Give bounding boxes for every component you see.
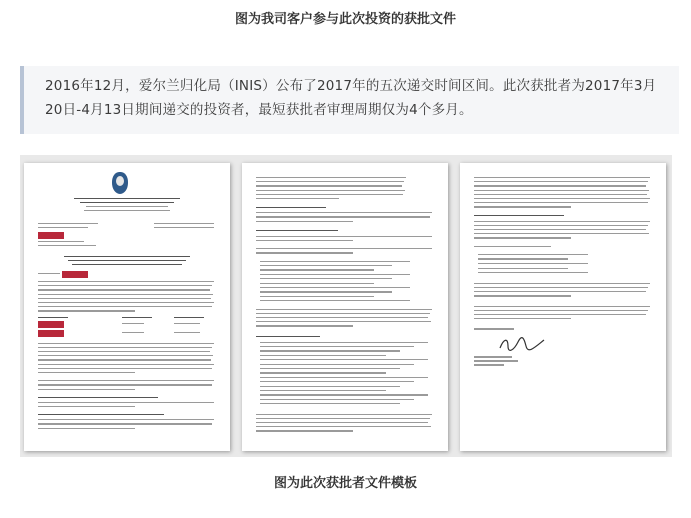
document-text-line [38,359,211,360]
document-text-line [260,390,386,391]
document-text-line [174,317,204,318]
document-text-line [38,355,213,356]
document-text-line [260,403,400,404]
document-text-line [256,236,432,237]
document-text-line [256,177,406,178]
document-text-line [256,313,430,314]
document-text-line [478,268,568,269]
document-text-line [260,265,392,266]
top-caption: 图为我司客户参与此次投资的获批文件 [234,12,456,27]
document-text-line [72,264,182,265]
document-text-line [256,418,430,419]
document-text-line [256,212,432,213]
document-text-line [474,185,646,186]
document-text-line [256,221,353,222]
document-text-line [38,223,98,224]
document-text-line [260,278,392,279]
document-text-line [478,263,588,264]
government-logo-icon [112,172,128,194]
document-text-line [38,406,135,407]
quote-text: 2016年12月，爱尔兰归化局（INIS）公布了2017年的五次递交时间区间。此次获批者为2017年3月20日-4月13日期间递交的投资者，最短获批者审理周期仅为4个多月。 [45,78,657,118]
document-text-line [38,343,214,344]
document-text-line [38,310,135,311]
document-text-line [122,323,144,324]
document-text-line [474,314,646,315]
document-text-line [260,296,374,297]
document-text-line [260,399,414,400]
document-text-line [38,389,135,390]
document-text-line [474,233,649,234]
document-text-line [38,281,214,282]
document-text-line [256,185,402,186]
redaction-mark [38,321,64,328]
document-text-line [38,285,212,286]
document-text-line [80,202,174,203]
document-text-line [260,350,400,351]
document-text-line [474,310,648,311]
bottom-caption: 图为此次获批者文件模板 [273,476,417,491]
document-text-line [68,260,186,261]
document-text-line [256,190,405,191]
document-text-line [256,194,403,195]
document-text-line [474,328,514,329]
document-text-line [474,283,650,284]
quote-block [20,66,679,134]
document-text-line [38,402,214,403]
redaction-mark [38,330,64,337]
document-text-line [38,368,212,369]
document-text-line [260,300,410,301]
document-text-line [38,241,84,242]
document-text-line [260,368,400,369]
document-text-line [38,289,210,290]
document-text-line [38,294,213,295]
document-text-line [256,422,428,423]
document-text-line [474,221,650,222]
document-text-line [474,291,646,292]
document-text-line [260,359,428,360]
document-text-line [474,181,648,182]
document-text-line [256,325,353,326]
document-text-line [260,377,428,378]
document-text-line [260,346,414,347]
document-text-line [256,207,326,208]
document-text-line [38,351,210,352]
document-text-line [260,386,400,387]
document-text-line [38,372,135,373]
document-text-line [174,323,200,324]
document-text-line [256,252,353,253]
document-text-line [38,298,211,299]
document-text-line [256,414,432,415]
document-text-line [478,258,568,259]
document-text-line [474,177,650,178]
document-text-line [38,306,212,307]
document-text-line [256,240,353,241]
document-page-1 [24,163,230,451]
document-text-line [174,332,200,333]
document-text-line [256,248,432,249]
document-text-line [260,269,374,270]
document-text-line [260,381,414,382]
document-text-line [38,347,212,348]
document-text-line [256,181,404,182]
document-text-line [256,430,353,431]
document-text-line [474,215,564,216]
document-text-line [260,261,410,262]
signature-icon [498,336,546,352]
document-text-line [38,380,214,381]
document-text-line [474,318,571,319]
document-text-line [38,245,96,246]
document-text-line [38,397,158,398]
document-text-line [86,206,168,207]
document-text-line [474,246,551,247]
document-text-line [74,198,180,199]
document-text-line [474,229,646,230]
document-text-line [122,317,152,318]
document-text-line [256,198,339,199]
document-text-line [474,237,571,238]
document-text-line [38,423,212,424]
redaction-mark [38,232,64,239]
document-text-line [122,332,144,333]
document-text-line [38,317,68,318]
document-text-line [474,194,647,195]
document-text-line [260,287,410,288]
redaction-mark [62,271,88,278]
document-text-line [474,295,571,296]
document-text-line [38,384,212,385]
document-text-line [474,364,504,365]
document-image-panel [20,155,672,457]
document-text-line [256,426,431,427]
document-text-line [256,317,428,318]
document-text-line [38,414,164,415]
document-text-line [256,321,431,322]
document-text-line [474,198,650,199]
document-page-2 [242,163,448,451]
document-text-line [38,428,135,429]
document-text-line [38,273,60,274]
document-text-line [64,256,190,257]
document-text-line [260,364,414,365]
document-page-3 [460,163,666,451]
document-text-line [474,360,518,361]
document-text-line [256,230,338,231]
document-text-line [38,227,88,228]
document-text-line [474,287,648,288]
document-text-line [474,202,648,203]
document-text-line [260,394,428,395]
document-text-line [260,283,374,284]
document-text-line [478,254,588,255]
document-text-line [38,302,214,303]
document-text-line [84,210,170,211]
document-text-line [474,190,649,191]
document-text-line [154,227,214,228]
document-text-line [478,272,588,273]
document-text-line [260,291,392,292]
document-text-line [260,274,410,275]
document-text-line [474,225,648,226]
document-text-line [38,419,214,420]
document-text-line [260,355,386,356]
document-text-line [256,309,432,310]
document-text-line [474,306,650,307]
document-text-line [38,364,214,365]
document-text-line [154,223,214,224]
document-text-line [256,216,430,217]
document-text-line [474,356,512,357]
document-text-line [256,336,320,337]
document-text-line [260,342,428,343]
document-text-line [474,206,571,207]
document-text-line [260,372,386,373]
